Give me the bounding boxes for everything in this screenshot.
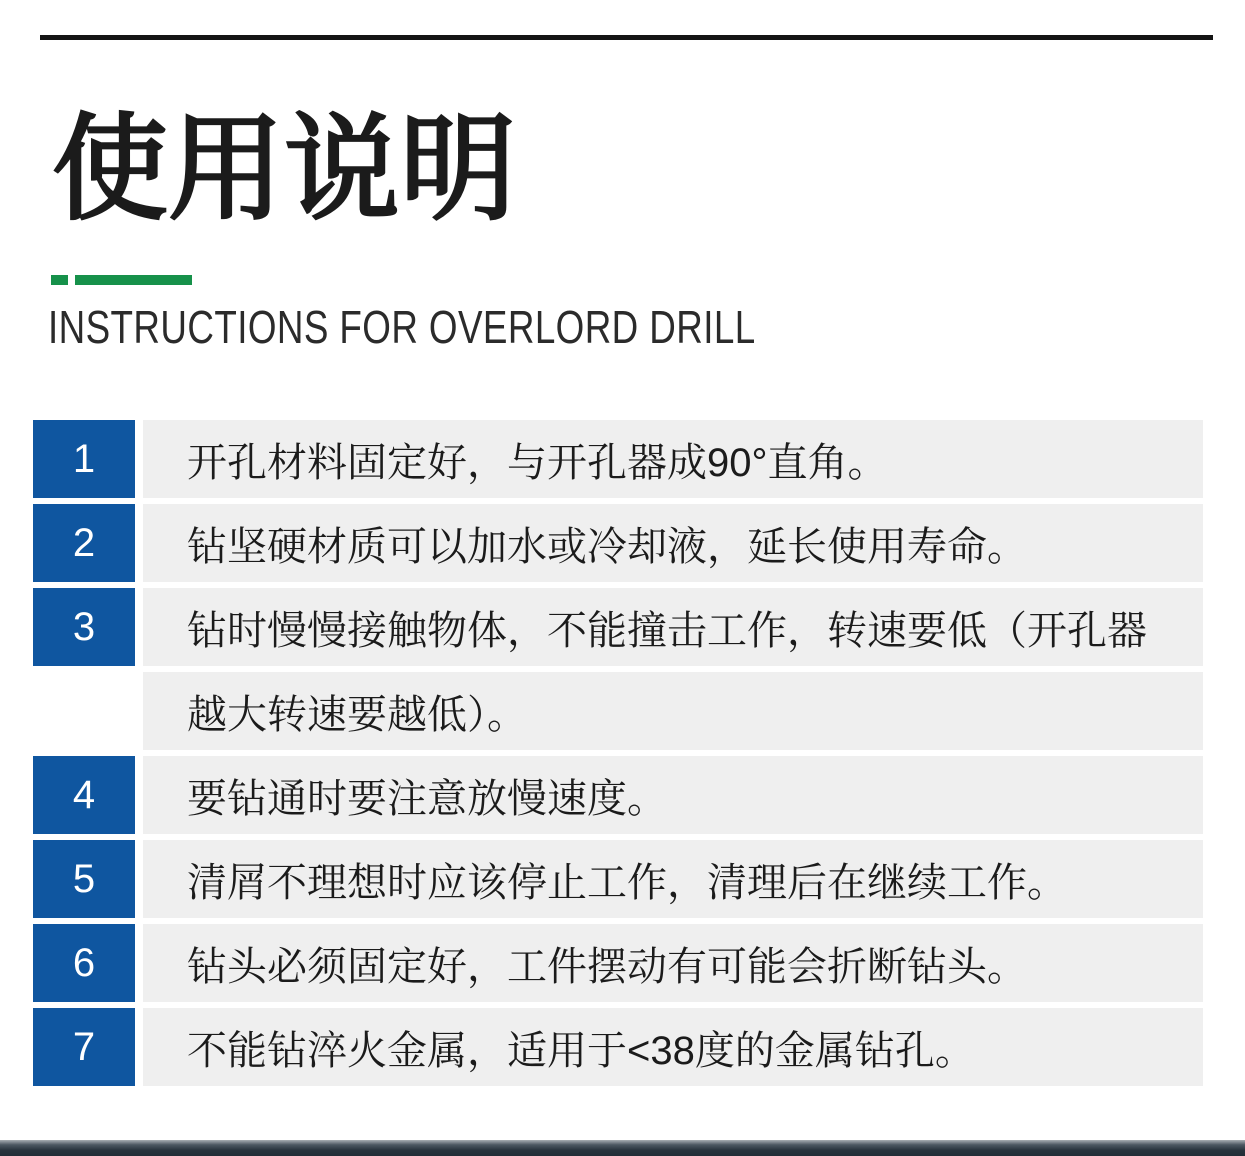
- item-text: 越大转速要越低）。: [143, 672, 1203, 750]
- item-text: 钻坚硬材质可以加水或冷却液，延长使用寿命。: [143, 504, 1203, 582]
- green-accent-square: [51, 275, 68, 285]
- list-item: [33, 588, 1203, 666]
- list-item: [33, 924, 1203, 1002]
- item-number-badge: 3: [33, 588, 135, 666]
- item-number-badge: 4: [33, 756, 135, 834]
- list-item: [33, 420, 1203, 498]
- item-number-badge: 5: [33, 840, 135, 918]
- item-number-spacer: [33, 672, 135, 750]
- list-item: [33, 504, 1203, 582]
- item-number-badge: 6: [33, 924, 135, 1002]
- item-text: 钻头必须固定好，工件摆动有可能会折断钻头。: [143, 924, 1203, 1002]
- list-item-continuation: [33, 672, 1203, 750]
- item-text: 清屑不理想时应该停止工作，清理后在继续工作。: [143, 840, 1203, 918]
- item-text: 开孔材料固定好，与开孔器成90°直角。: [143, 420, 1203, 498]
- item-number-badge: 7: [33, 1008, 135, 1086]
- list-item: [33, 840, 1203, 918]
- item-text: 钻时慢慢接触物体，不能撞击工作，转速要低（开孔器: [143, 588, 1203, 666]
- page-title: 使用说明: [52, 104, 516, 234]
- list-item: [33, 1008, 1203, 1086]
- list-item: [33, 756, 1203, 834]
- page-subtitle: INSTRUCTIONS FOR OVERLORD DRILL: [48, 301, 756, 353]
- item-text: 要钻通时要注意放慢速度。: [143, 756, 1203, 834]
- top-divider-line: [40, 35, 1213, 40]
- green-accent-bar: [75, 275, 192, 285]
- item-number-badge: 2: [33, 504, 135, 582]
- item-text: 不能钻淬火金属，适用于<38度的金属钻孔。: [143, 1008, 1203, 1086]
- bottom-dark-bar: [0, 1140, 1245, 1156]
- instruction-list: [33, 420, 1203, 1092]
- item-number-badge: 1: [33, 420, 135, 498]
